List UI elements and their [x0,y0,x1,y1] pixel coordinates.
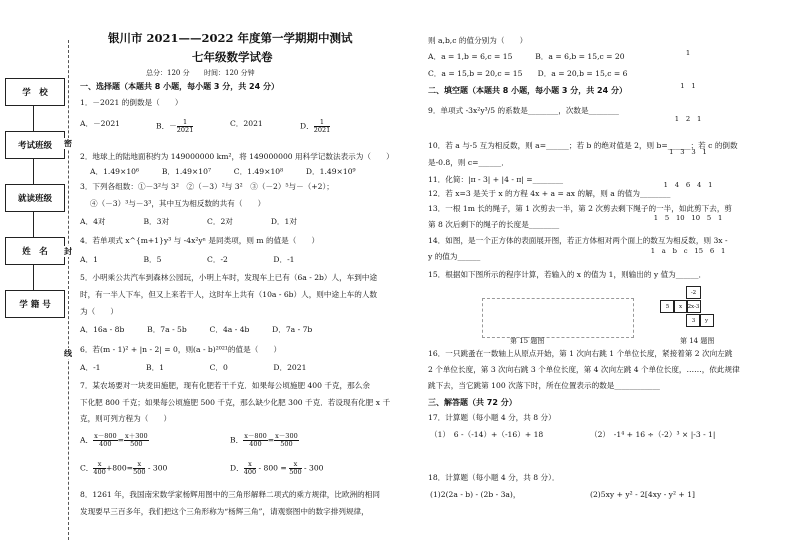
question-3-cont: ④（－3）³与－3³，其中互为相反数的共有（ ） [90,199,266,208]
question-2: 2．地球上的陆地面积约为 149000000 km²，将 149000000 用科学记数法表示为（ ） [80,152,394,161]
question-5: 5．小明乘公共汽车到森林公园玩，小明上车时，发现车上已有（6a - 2b）人，车到中途 [80,273,378,282]
sidebar-connector [33,158,34,184]
q1-option-c: C．2021 [230,119,263,128]
q5-options: A．16a - 8b B．7a - 5b C．4a - 4b D．7a - 7b [80,325,313,334]
sidebar-connector [33,105,34,131]
q7-option-d: D． $\frac{x}{400}$ - 800 = $\frac{x}{500}$ - 300 [230,460,324,476]
question-15: 15．根据如下图所示的程序计算，若输入的 x 的值为 1，则输出的 y 值为______． [428,270,707,279]
sidebar-connector [33,211,34,237]
question-4: 4．若单项式 x^{m+1}y³ 与 -4x²yⁿ 是同类项，则 m 的值是（ ） [80,236,320,245]
question-14: 14．如图，是一个正方体的表面展开图，若正方体相对两个面上的数互为相反数，则 3x - [428,236,728,245]
school-field[interactable]: 学 校 [5,78,65,106]
q6-options: A．-1 B．1 C．0 D．2021 [80,363,307,372]
question-16: 16．一只跳蚤在一数轴上从原点开始，第 1 次向右跳 1 个单位长度，紧接着第 2 次向左跳 [428,349,733,358]
cube-face: x [673,300,688,313]
question-8-cont: 发现要早三百多年，我们把这个三角形称为“杨辉三角”，请观察图中的数字排列规律， [80,507,369,516]
question-10-cont: 是-0.8，则 c=______． [428,158,509,167]
seal-mark: 线 [64,348,72,358]
question-6: 6．若(m - 1)² + |n - 2| = 0，则(a - b)²⁰²¹的值是（ ） [80,345,282,354]
question-17: 17．计算题（每小题 4 分，共 8 分） [428,413,556,422]
cube-face: 3 [686,314,701,327]
q2-options: A．1.49×10⁶ B．1.49×10⁷ C．1.49×10⁸ D．1.49×10⁹ [90,167,356,176]
q7-option-b: B． $\frac{x-800}{400}$ = $\frac{x-300}{500}$ [230,432,298,448]
q3-options: A．4对 B．3对 C．2对 D．1对 [80,217,297,226]
q18-part-2: (2)5xy + y² - 2[4xy - y² + 1] [590,490,695,499]
seal-line [68,40,69,540]
question-14-cont: y 的值为______ [428,252,481,261]
question-7-cont: 下化肥 800 千克；如果每公顷施肥 500 千克，那么缺少化肥 300 千克．若设现有化肥 x 千 [80,398,391,407]
study-class-field[interactable]: 就读班级 [5,184,65,212]
section-heading: 二、填空题（本题共 8 小题，每小题 3 分，共 24 分） [428,86,627,95]
q1-option-b: B．－ $\frac{1}{2021}$ [156,118,194,134]
question-16-cont: 2 个单位长度，第 3 次向右跳 3 个单位长度，第 4 次向左跳 4 个单位长度，……，依此规律 [428,365,740,374]
question-7: 7．某农场要对一块麦田施肥，现有化肥若干千克．如果每公顷施肥 400 千克，那么余 [80,381,370,390]
q1-option-a: A．－2021 [80,119,120,128]
question-12: 12．若 x=3 是关于 x 的方程 4x + a = ax 的解，则 a 的值为________ [428,189,671,198]
question-16-cont: 跳下去，当它跳第 100 次落下时，所在位置表示的数是____________ [428,381,660,390]
page-title: 银川市 2021——2022 年度第一学期期中测试 [108,31,353,45]
q17-part-2: （2） -1⁴ + 16 ÷（-2）³ × |-3 - 1| [590,430,716,439]
question-1: 1．－2021 的倒数是（ ） [80,98,183,107]
question-11: 11．化简：|π - 3| + |4 - π| =________ [428,175,564,184]
cube-face: 2x-3 [686,300,701,313]
seal-mark: 封 [64,246,72,256]
page-subtitle: 七年级数学试卷 [192,50,273,64]
seal-mark: 密 [64,138,72,148]
q7-option-a: A． $\frac{x-800}{400}$ = $\frac{x+300}{500}$ [80,432,148,448]
question-13: 13．一根 1m 长的绳子，第 1 次剪去一半，第 2 次剪去剩下绳子的一半，如此剪下去，剪 [428,204,733,213]
section-heading: 一、选择题（本题共 8 小题，每小题 3 分，共 24 分） [80,82,279,91]
cube-face: -2 [686,286,701,299]
q7-option-c: C． $\frac{x}{400}$ +800= $\frac{x}{500}$ - 300 [80,460,168,476]
q8-options-1: A．a = 1,b = 6,c = 15 B．a = 6,b = 15,c = 20 [428,52,625,61]
question-13-cont: 第 8 次后剩下的绳子的长度是________ [428,220,560,229]
q8-options-2: C．a = 15,b = 20,c = 15 D．a = 20,b = 15,c = 6 [428,69,628,78]
figure-15-caption: 第 15 题图 [510,337,545,345]
section-heading: 三、解答题（共 72 分） [428,398,517,407]
question-3: 3．下列各组数：①－3²与 3² ②（－3）²与 3² ③（－2）⁵与－（+2）； [80,182,334,191]
question-18: 18．计算题（每小题 4 分，共 8 分）． [428,473,560,482]
student-id-field[interactable]: 学 籍 号 [5,290,65,318]
figure-14-caption: 第 14 题图 [680,337,715,345]
q4-options: A．1 B．5 C．-2 D．-1 [80,255,295,264]
total-score: 总分：120 分 [146,69,190,77]
sidebar-connector [33,264,34,290]
question-10: 10．若 a 与-5 互为相反数，则 a=______；若 b 的绝对值是 2，则 b=______；若 c 的倒数 [428,141,738,150]
program-flowchart [482,298,634,338]
cube-face: 5 [660,300,675,313]
q17-part-1: （1） 6 -（-14）+（-16）+ 18 [430,430,544,439]
question-8-cont: 则 a,b,c 的值分别为（ ） [428,36,528,45]
exam-class-field[interactable]: 考试班级 [5,131,65,159]
q1-option-d: D． $\frac{1}{2021}$ [300,118,331,134]
question-7-cont: 克，则可列方程为（ ） [80,414,172,423]
question-8: 8．1261 年，我国南宋数学家杨辉用图中的三角形解释二项式的乘方规律，比欧洲的相同 [80,490,380,499]
sidebar [5,78,63,323]
question-5-cont: 为（ ） [80,307,118,316]
cube-face: y [699,314,714,327]
question-5-cont: 时，有一半人下车，但又上来若干人，这时车上共有（10a - 6b）人，则中途上车的人数 [80,290,378,299]
exam-time: 时间：120 分钟 [204,69,255,77]
question-9: 9．单项式 -3x²y³/5 的系数是________，次数是________ [428,106,619,115]
yanghui-triangle: 1 1 1 1 2 1 1 3 3 1 1 4 6 4 1 1 5 10 10 5 1 1 a b c 15 6 1 [650,49,726,255]
q18-part-1: (1)2(2a - b) - (2b - 3a)， [430,490,521,499]
name-field[interactable]: 姓 名 [5,237,65,265]
